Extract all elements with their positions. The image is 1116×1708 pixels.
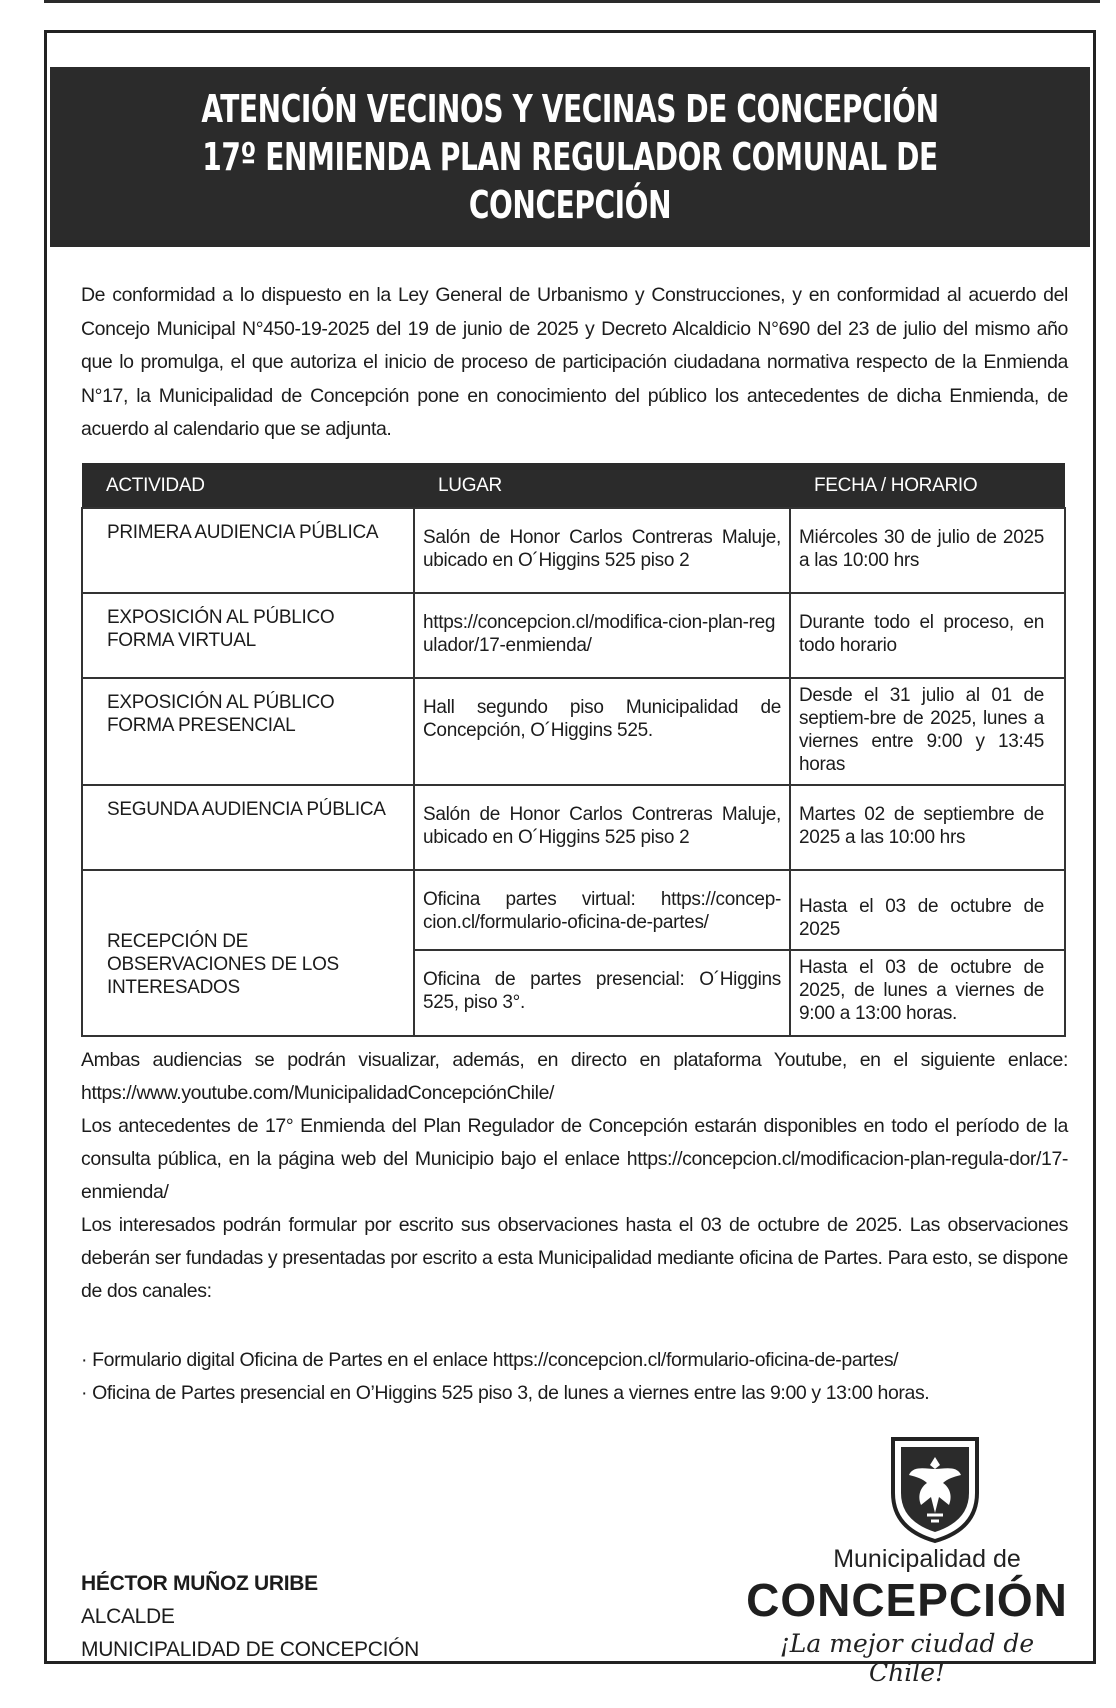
cell-actividad <box>82 593 414 678</box>
lugar-link[interactable]: https://concepcion.cl/modifica-cion-plan-regulador/17-enmienda/ <box>423 612 776 656</box>
fecha-text: Hasta el 03 de octubre de 2025, de lunes a viernes de 9:00 a 13:00 horas. <box>799 957 1044 1024</box>
signer-org: MUNICIPALIDAD DE CONCEPCIÓN <box>81 1638 420 1661</box>
fecha-text: Miércoles 30 de julio de 2025 a las 10:00 hrs <box>799 527 1044 571</box>
signer-name: HÉCTOR MUÑOZ URIBE <box>81 1572 318 1595</box>
cell-fecha <box>790 678 1065 785</box>
list-item: · Formulario digital Oficina de Partes en el enlace https://concepcion.cl/formulario-oficina-de-partes/ <box>81 1349 899 1371</box>
logo-municipalidad: Municipalidad de <box>833 1545 1021 1573</box>
channel-list <box>81 1344 1068 1410</box>
cell-lugar <box>414 785 790 870</box>
lugar-text: Hall segundo piso Municipalidad de Concepción, O´Higgins 525. <box>423 697 781 741</box>
lugar-text: Salón de Honor Carlos Contreras Maluje, ubicado en O´Higgins 525 piso 2 <box>423 804 781 848</box>
top-rule <box>44 0 1100 3</box>
banner-line-2: 17º ENMIENDA PLAN REGULADOR COMUNAL DE CONCEPCIÓN <box>202 135 938 227</box>
table-row <box>82 508 1065 593</box>
notice-frame <box>44 30 1096 1687</box>
notice-banner <box>50 67 1090 247</box>
municipality-logo <box>737 1433 1068 1687</box>
antecedentes-paragraph: Los antecedentes de 17° Enmienda del Plan Regulador de Concepción estarán disponibles en todo el período de la consulta pública, en la página web del Municipio bajo el enlace https://concepcion.cl/modificacion-plan-regula-dor/17-enmienda/ <box>81 1115 1068 1203</box>
signature-block <box>81 1567 419 1666</box>
logo-concepcion: CONCEPCIÓN <box>746 1574 1068 1626</box>
lugar-text: Oficina de partes presencial: O´Higgins 525, piso 3°. <box>423 969 781 1013</box>
fecha-text: Durante todo el proceso, en todo horario <box>799 612 1044 656</box>
cell-fecha <box>790 785 1065 870</box>
intro-paragraph: De conformidad a lo dispuesto en la Ley General de Urbanismo y Construcciones, y en conformidad al acuerdo del Concejo Municipal N°450-19-2025 del 19 de junio de 2025 y Decreto Alcaldicio N°690 del 23 de julio del mismo año que lo promulga, el que autoriza el inicio de proceso de participación ciudadana normativa respecto de la Enmienda N°17, la Municipalidad de Concepción pone en conocimiento del público los antecedentes de dicha Enmienda, de acuerdo al calendario que se adjunta. <box>81 284 1068 440</box>
fecha-text: Martes 02 de septiembre de 2025 a las 10:00 hrs <box>799 804 1044 848</box>
cell-lugar <box>414 950 790 1036</box>
table-row <box>82 593 1065 678</box>
cell-fecha <box>790 870 1065 950</box>
cell-lugar <box>414 870 790 950</box>
header-lugar: LUGAR <box>414 463 790 508</box>
cell-actividad <box>82 785 414 870</box>
signer-role: ALCALDE <box>81 1605 175 1628</box>
actividad-text: PRIMERA AUDIENCIA PÚBLICA <box>107 522 379 543</box>
actividad-text: RECEPCIÓN DE OBSERVACIONES DE LOS INTERESADOS <box>107 930 339 998</box>
header-actividad: ACTIVIDAD <box>82 463 414 508</box>
coat-of-arms-icon <box>887 1433 983 1545</box>
cell-fecha <box>790 593 1065 678</box>
cell-actividad <box>82 508 414 593</box>
table-row <box>82 785 1065 870</box>
actividad-text: SEGUNDA AUDIENCIA PÚBLICA <box>107 799 386 820</box>
body-text <box>81 1044 1068 1308</box>
calendar-table <box>81 463 1066 1037</box>
cell-actividad <box>82 870 414 1036</box>
cell-lugar <box>414 593 790 678</box>
table-header-row <box>82 463 1065 508</box>
actividad-text: EXPOSICIÓN AL PÚBLICO FORMA PRESENCIAL <box>107 692 335 736</box>
cell-fecha <box>790 508 1065 593</box>
youtube-paragraph: Ambas audiencias se podrán visualizar, además, en directo en plataforma Youtube, en el siguiente enlace: https://www.youtube.com/MunicipalidadConcepciónChile/ <box>81 1049 1068 1104</box>
observaciones-paragraph: Los interesados podrán formular por escrito sus observaciones hasta el 03 de octubre de 2025. Las observaciones deberán ser fundadas y presentadas por escrito a esta Municipalidad mediante oficina de Partes. Para esto, se dispone de dos canales: <box>81 1214 1068 1302</box>
lugar-text: Salón de Honor Carlos Contreras Maluje, ubicado en O´Higgins 525 piso 2 <box>423 527 781 571</box>
logo-motto: ¡La mejor ciudad de Chile! <box>779 1629 1035 1687</box>
actividad-text: EXPOSICIÓN AL PÚBLICO FORMA VIRTUAL <box>107 607 335 651</box>
list-item: · Oficina de Partes presencial en O’Higgins 525 piso 3, de lunes a viernes entre las 9:00 y 13:00 horas. <box>81 1382 930 1404</box>
banner-line-1: ATENCIÓN VECINOS Y VECINAS DE CONCEPCIÓN <box>201 87 939 131</box>
cell-lugar <box>414 678 790 785</box>
table-row <box>82 678 1065 785</box>
lugar-link[interactable]: Oficina partes virtual: https://concep-cion.cl/formulario-oficina-de-partes/ <box>423 889 781 933</box>
cell-fecha <box>790 950 1065 1036</box>
table-row <box>82 870 1065 950</box>
header-fecha: FECHA / HORARIO <box>790 463 1065 508</box>
cell-actividad <box>82 678 414 785</box>
fecha-text: Desde el 31 julio al 01 de septiem-bre de 2025, lunes a viernes entre 9:00 y 13:45 horas <box>799 685 1044 775</box>
cell-lugar <box>414 508 790 593</box>
fecha-text: Hasta el 03 de octubre de 2025 <box>799 896 1044 940</box>
